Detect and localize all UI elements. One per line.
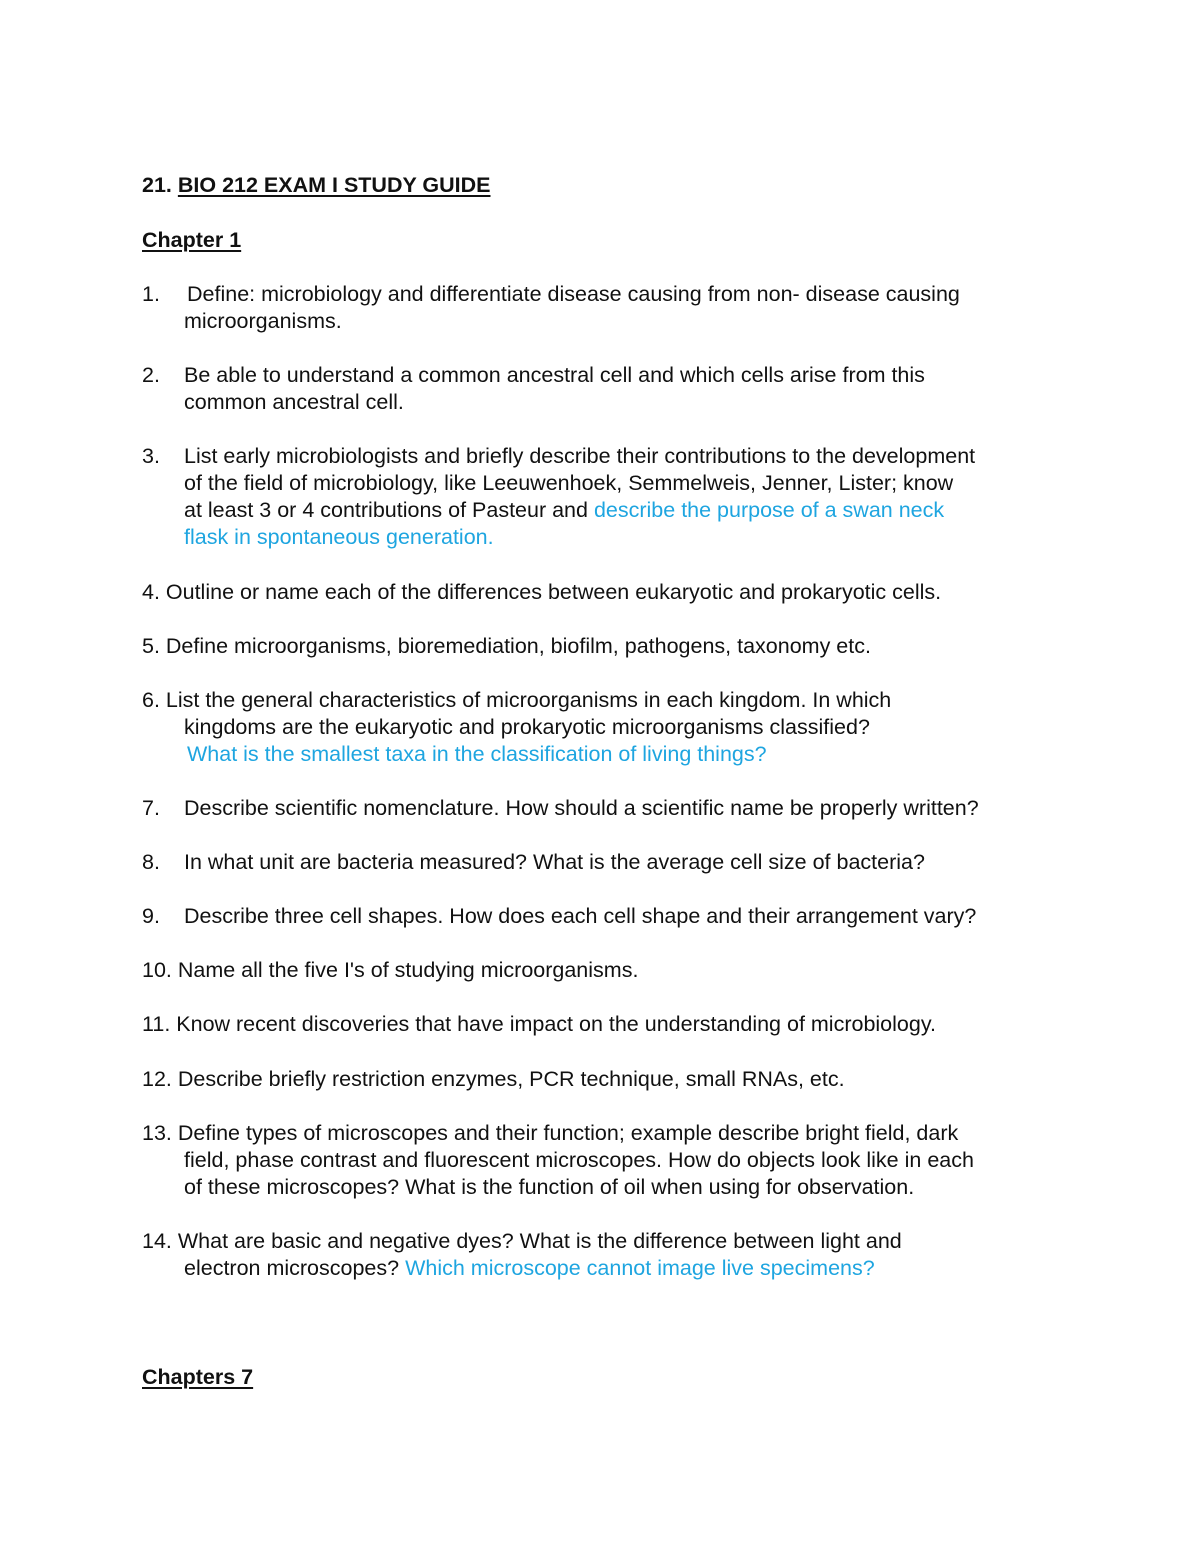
q13-line-2: field, phase contrast and fluorescent microscopes. How do objects look like in each xyxy=(184,1148,974,1172)
q1-line-1: Define: microbiology and differentiate disease causing from non- disease causing xyxy=(187,282,960,306)
q11-text: 11. Know recent discoveries that have impact on the understanding of microbiology. xyxy=(142,1012,936,1036)
q6-line-3-highlight: What is the smallest taxa in the classification of living things? xyxy=(187,742,767,766)
q3-line-3 xyxy=(184,497,944,524)
q6-line-1: 6. List the general characteristics of microorganisms in each kingdom. In which xyxy=(142,688,892,712)
q2-number: 2. xyxy=(142,363,160,387)
chapter-7-heading: Chapters 7 xyxy=(142,1365,254,1389)
q13-line-1: 13. Define types of microscopes and their function; example describe bright field, dark xyxy=(142,1121,959,1145)
q3-line-1: List early microbiologists and briefly describe their contributions to the development xyxy=(184,444,976,468)
q9-number: 9. xyxy=(142,904,160,928)
q7-number: 7. xyxy=(142,796,160,820)
q3-line-4-highlight: flask in spontaneous generation. xyxy=(184,525,494,549)
q3-line-3-highlight: describe the purpose of a swan neck xyxy=(593,498,945,522)
q6-line-2: kingdoms are the eukaryotic and prokaryotic microorganisms classified? xyxy=(184,715,870,739)
q8-number: 8. xyxy=(142,850,160,874)
q12-text: 12. Describe briefly restriction enzymes, PCR technique, small RNAs, etc. xyxy=(142,1067,845,1091)
q2-line-1: Be able to understand a common ancestral cell and which cells arise from this xyxy=(184,363,925,387)
q10-text: 10. Name all the five I's of studying microorganisms. xyxy=(142,958,639,982)
doc-title: BIO 212 EXAM I STUDY GUIDE xyxy=(177,173,491,197)
q13-line-3: of these microscopes? What is the function of oil when using for observation. xyxy=(184,1175,915,1199)
q3-line-2: of the field of microbiology, like Leeuwenhoek, Semmelweis, Jenner, Lister; know xyxy=(184,471,954,495)
q3-line-3-black: at least 3 or 4 contributions of Pasteur and xyxy=(184,498,594,522)
doc-number: 21. xyxy=(142,173,172,197)
q2-line-2: common ancestral cell. xyxy=(184,390,404,414)
q14-line-2-highlight: Which microscope cannot image live specimens? xyxy=(405,1256,875,1280)
q3-number: 3. xyxy=(142,444,160,468)
q5-text: 5. Define microorganisms, bioremediation, biofilm, pathogens, taxonomy etc. xyxy=(142,634,871,658)
q1-line-2: microorganisms. xyxy=(184,309,342,333)
doc-title-line xyxy=(142,172,491,199)
q14-line-1: 14. What are basic and negative dyes? What is the difference between light and xyxy=(142,1229,902,1253)
q7-text: Describe scientific nomenclature. How should a scientific name be properly written? xyxy=(184,796,979,820)
q14-line-2 xyxy=(184,1255,875,1282)
q9-text: Describe three cell shapes. How does each cell shape and their arrangement vary? xyxy=(184,904,977,928)
q14-line-2-black: electron microscopes? xyxy=(184,1256,406,1280)
q8-text: In what unit are bacteria measured? What is the average cell size of bacteria? xyxy=(184,850,925,874)
chapter-1-heading: Chapter 1 xyxy=(142,228,242,252)
q1-number: 1. xyxy=(142,282,160,306)
q4-text: 4. Outline or name each of the differences between eukaryotic and prokaryotic cells. xyxy=(142,580,942,604)
